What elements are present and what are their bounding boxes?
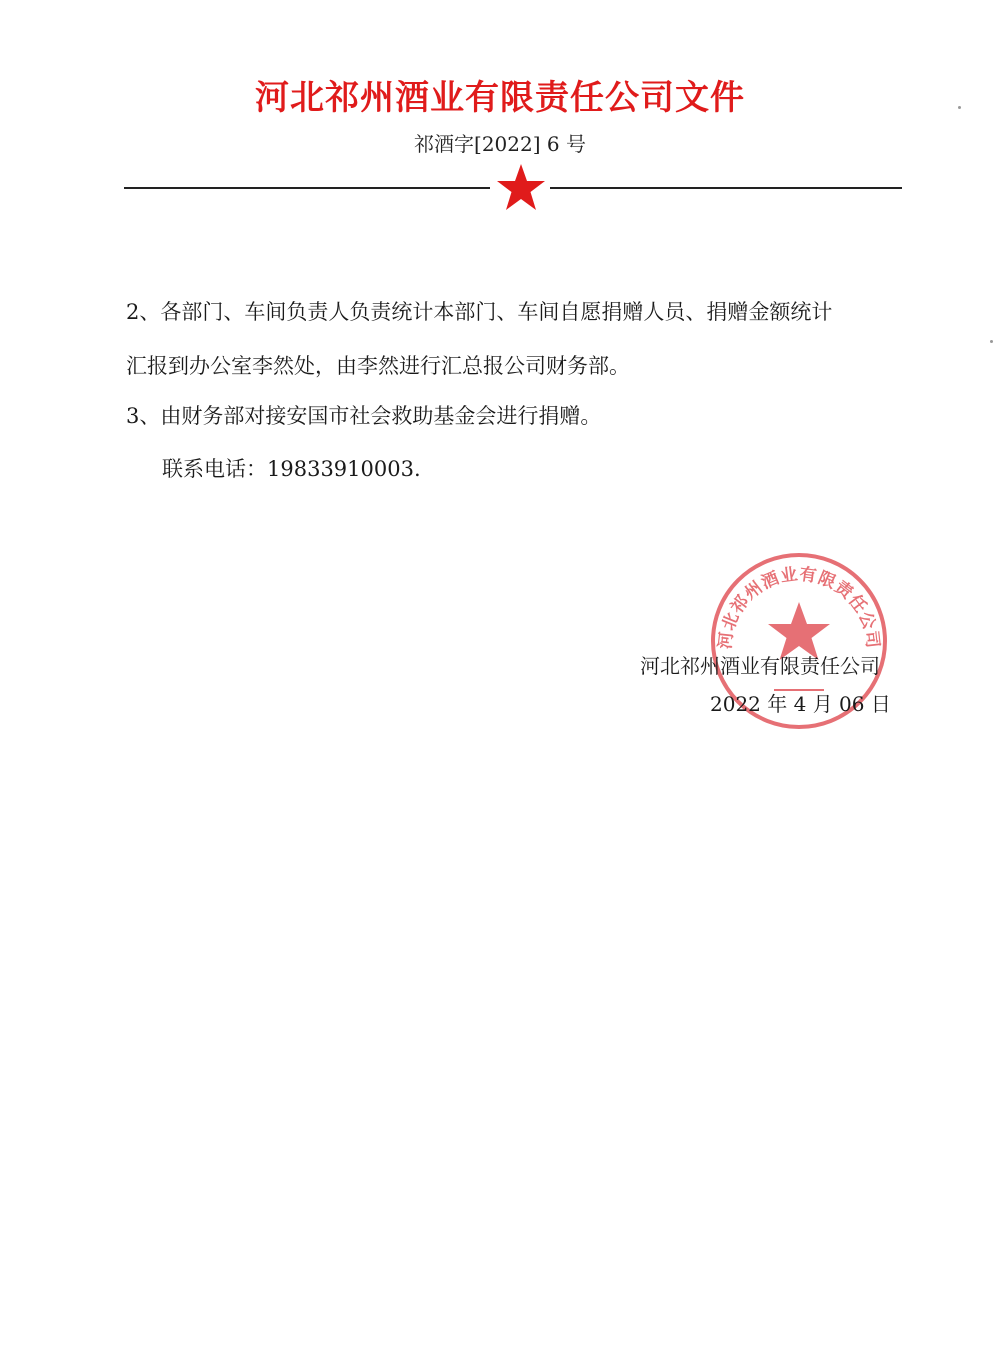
scan-speck — [990, 340, 993, 343]
document-header-title: 河北祁州酒业有限责任公司文件 — [255, 78, 745, 118]
item-2-line-2: 汇报到办公室李然处，由李然进行汇总报公司财务部。 — [126, 354, 630, 378]
document-number: 祁酒字[2022] 6 号 — [414, 132, 586, 156]
item-3: 3、由财务部对接安国市社会救助基金会进行捐赠。 — [126, 404, 602, 428]
header-rule-left — [124, 187, 490, 189]
contact-phone: 联系电话：19833910003. — [162, 457, 421, 481]
signature-date: 2022 年 4 月 06 日 — [710, 692, 891, 716]
header-rule-right — [550, 187, 902, 189]
red-star-icon — [496, 162, 546, 212]
item-2-line-1: 2、各部门、车间负责人负责统计本部门、车间自愿捐赠人员、捐赠金额统计 — [126, 300, 833, 324]
signature-company: 河北祁州酒业有限责任公司 — [640, 654, 880, 678]
scan-speck — [958, 106, 961, 109]
svg-text:河北祁州酒业有限责任公司: 河北祁州酒业有限责任公司 — [715, 564, 883, 650]
